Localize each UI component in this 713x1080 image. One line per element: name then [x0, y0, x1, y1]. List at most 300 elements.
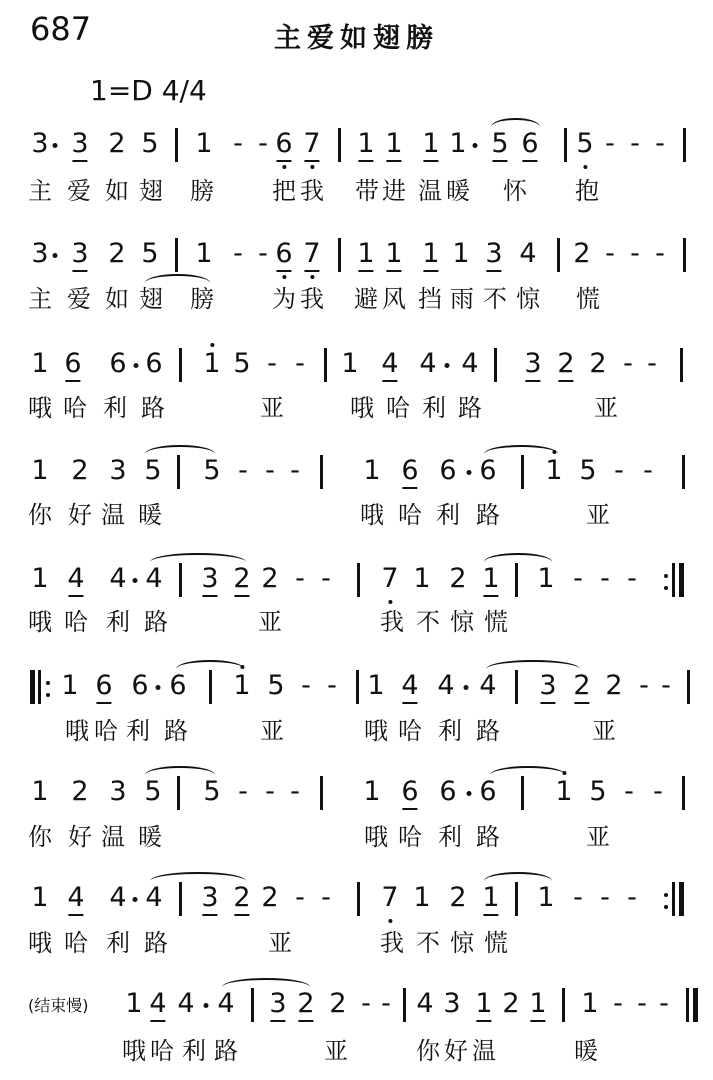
- dash: -: [238, 776, 248, 807]
- note: 1: [537, 563, 555, 594]
- note: 4: [419, 348, 437, 379]
- duration-dot: [464, 685, 469, 690]
- lyric: 我: [300, 177, 324, 205]
- dash: -: [639, 670, 649, 701]
- note: 3: [201, 563, 219, 594]
- lyric: 怀: [503, 177, 527, 205]
- lyric: 哈: [63, 394, 87, 422]
- note: 3: [71, 238, 89, 269]
- lyric: 温: [418, 177, 442, 205]
- dash: -: [265, 455, 275, 486]
- note: 4: [416, 988, 434, 1019]
- barline: [320, 776, 323, 810]
- slur: [176, 660, 244, 678]
- lyric: 路: [458, 394, 482, 422]
- note: 2: [502, 988, 520, 1019]
- note: 4: [149, 988, 167, 1019]
- note: 6: [64, 348, 82, 379]
- note: 1: [475, 988, 493, 1019]
- dash: -: [637, 988, 647, 1019]
- note: 7: [303, 128, 321, 159]
- note: 2: [573, 670, 591, 701]
- dash: -: [295, 563, 305, 594]
- note: 1: [413, 563, 431, 594]
- lyric: 温: [472, 1037, 496, 1065]
- dash: -: [290, 455, 300, 486]
- note: 1: [367, 670, 385, 701]
- note: 1: [31, 455, 49, 486]
- note: 5: [203, 455, 221, 486]
- duration-dot: [445, 363, 450, 368]
- lyric: 为: [272, 285, 296, 313]
- slur: [486, 660, 580, 678]
- note: 1: [31, 776, 49, 807]
- note: 2: [605, 670, 623, 701]
- lyric: 如: [105, 285, 129, 313]
- dash: -: [614, 455, 624, 486]
- lyric: 哦: [28, 929, 52, 957]
- barline: [356, 670, 359, 704]
- lyric: 利: [106, 929, 130, 957]
- barline: [175, 238, 178, 272]
- lyric: 雨: [450, 285, 474, 313]
- dash: -: [659, 988, 669, 1019]
- song-title: 主爱如翅膀: [274, 23, 439, 54]
- lyric: 哦: [122, 1037, 146, 1065]
- barline-thin: [38, 670, 41, 704]
- note: 1: [357, 238, 375, 269]
- note: 5: [141, 128, 159, 159]
- lyric: 路: [476, 823, 500, 851]
- slur: [490, 766, 566, 784]
- duration-dot: [53, 253, 58, 258]
- dash: -: [265, 776, 275, 807]
- repeat-dot: [664, 905, 668, 909]
- note: 4: [401, 670, 419, 701]
- barline: [494, 348, 497, 382]
- note: 3: [201, 882, 219, 913]
- lyric: 亚: [592, 717, 616, 745]
- barline: [320, 455, 323, 489]
- lyric: 进: [382, 177, 406, 205]
- dash: -: [321, 882, 331, 913]
- dash: -: [627, 882, 637, 913]
- dash: -: [258, 128, 268, 159]
- note: 1: [529, 988, 547, 1019]
- barline-thick: [679, 882, 684, 916]
- lyric: 利: [182, 1037, 206, 1065]
- lyric: 哈: [64, 608, 88, 636]
- note: 4: [145, 563, 163, 594]
- note: 1: [125, 988, 143, 1019]
- note: 2: [297, 988, 315, 1019]
- note: 3: [524, 348, 542, 379]
- note: 3: [71, 128, 89, 159]
- note: 5: [589, 776, 607, 807]
- slur: [484, 872, 552, 890]
- barline-thick: [30, 670, 35, 704]
- barline: [564, 128, 567, 162]
- note: 6: [169, 670, 187, 701]
- lyric: 我: [300, 285, 324, 313]
- note: 3: [269, 988, 287, 1019]
- note: 2: [329, 988, 347, 1019]
- barline-thick: [693, 988, 698, 1022]
- duration-dot: [467, 791, 472, 796]
- dash: -: [233, 238, 243, 269]
- lyric: 爱: [67, 177, 91, 205]
- lyric: 路: [144, 608, 168, 636]
- barline: [562, 988, 565, 1022]
- dash: -: [647, 348, 657, 379]
- lyric: 亚: [268, 929, 292, 957]
- barline: [357, 563, 360, 597]
- note: 1: [195, 128, 213, 159]
- note: 5: [267, 670, 285, 701]
- barline: [682, 455, 685, 489]
- lyric: 你: [416, 1037, 440, 1065]
- barline-thin: [672, 563, 675, 597]
- note: 5: [141, 238, 159, 269]
- note: 1: [31, 348, 49, 379]
- slur: [150, 872, 246, 890]
- lyric: 挡: [418, 285, 442, 313]
- note: 3: [109, 455, 127, 486]
- barline-thin: [686, 988, 689, 1022]
- lyric: 利: [126, 717, 150, 745]
- dash: -: [381, 988, 391, 1019]
- dash: -: [627, 563, 637, 594]
- dash: -: [361, 988, 371, 1019]
- note: 7: [381, 882, 399, 913]
- lyric: 我: [380, 929, 404, 957]
- note: 7: [303, 238, 321, 269]
- lyric: 温: [101, 501, 125, 529]
- dash: -: [655, 238, 665, 269]
- note: 1: [581, 988, 599, 1019]
- lyric: 哦: [28, 608, 52, 636]
- note: 2: [71, 776, 89, 807]
- repeat-dot: [46, 693, 50, 697]
- lyric: 亚: [260, 717, 284, 745]
- note: 5: [576, 128, 594, 159]
- slur: [145, 766, 215, 784]
- lyric: 我: [380, 608, 404, 636]
- lyric: 如: [105, 177, 129, 205]
- dash: -: [630, 238, 640, 269]
- slur: [150, 553, 246, 571]
- lyric: 哈: [398, 717, 422, 745]
- note: 4: [109, 882, 127, 913]
- note: 1: [422, 128, 440, 159]
- duration-dot: [133, 578, 138, 583]
- note: 4: [67, 563, 85, 594]
- note: 2: [589, 348, 607, 379]
- lyric: 路: [144, 929, 168, 957]
- lyric: 哦: [364, 717, 388, 745]
- lyric: 好: [68, 501, 92, 529]
- dash: -: [600, 563, 610, 594]
- lyric: 利: [103, 394, 127, 422]
- note: 5: [203, 776, 221, 807]
- note: 1: [482, 882, 500, 913]
- lyric: 路: [476, 717, 500, 745]
- dash: -: [653, 776, 663, 807]
- dash: -: [258, 238, 268, 269]
- note: 1: [233, 670, 251, 701]
- barline: [680, 348, 683, 382]
- note: 2: [557, 348, 575, 379]
- lyric: 利: [422, 394, 446, 422]
- note: 4: [109, 563, 127, 594]
- note: 4: [67, 882, 85, 913]
- note: 1: [449, 128, 467, 159]
- lyric: 慌: [484, 608, 508, 636]
- lyric: 爱: [67, 285, 91, 313]
- lyric: 把: [272, 177, 296, 205]
- note: 2: [449, 882, 467, 913]
- lyric: 带: [355, 177, 379, 205]
- lyric: 哈: [64, 929, 88, 957]
- barline: [338, 128, 341, 162]
- note: 5: [491, 128, 509, 159]
- lyric: 哈: [398, 823, 422, 851]
- note: 1: [413, 882, 431, 913]
- duration-dot: [204, 1003, 209, 1008]
- note: 3: [109, 776, 127, 807]
- dash: -: [238, 455, 248, 486]
- note: 1: [385, 238, 403, 269]
- note: 4: [461, 348, 479, 379]
- note: 4: [437, 670, 455, 701]
- ending-note: (结束慢): [28, 996, 89, 1015]
- duration-dot: [133, 897, 138, 902]
- note: 1: [537, 882, 555, 913]
- note: 2: [233, 563, 251, 594]
- note: 1: [341, 348, 359, 379]
- dash: -: [600, 882, 610, 913]
- page-number: 687: [30, 10, 92, 48]
- dash: -: [613, 988, 623, 1019]
- note: 5: [579, 455, 597, 486]
- note: 1: [195, 238, 213, 269]
- note: 1: [31, 563, 49, 594]
- note: 1: [31, 882, 49, 913]
- lyric: 利: [438, 717, 462, 745]
- slur: [491, 118, 540, 136]
- dash: -: [267, 348, 277, 379]
- lyric: 暖: [138, 823, 162, 851]
- note: 2: [233, 882, 251, 913]
- lyric: 亚: [258, 608, 282, 636]
- lyric: 路: [214, 1037, 238, 1065]
- slur: [145, 445, 215, 463]
- note: 1: [385, 128, 403, 159]
- lyric: 膀: [190, 285, 214, 313]
- note: 2: [71, 455, 89, 486]
- duration-dot: [473, 143, 478, 148]
- lyric: 翅: [139, 285, 163, 313]
- dash: -: [295, 882, 305, 913]
- barline: [338, 238, 341, 272]
- note: 1: [482, 563, 500, 594]
- lyric: 翅: [139, 177, 163, 205]
- dash: -: [573, 882, 583, 913]
- duration-dot: [53, 143, 58, 148]
- note: 1: [452, 238, 470, 269]
- lyric: 哈: [150, 1037, 174, 1065]
- dash: -: [321, 563, 331, 594]
- note: 3: [31, 128, 49, 159]
- note: 1: [422, 238, 440, 269]
- duration-dot: [134, 363, 139, 368]
- note: 6: [95, 670, 113, 701]
- note: 1: [363, 776, 381, 807]
- lyric: 你: [28, 823, 52, 851]
- note: 6: [521, 128, 539, 159]
- barline: [687, 670, 690, 704]
- lyric: 哦: [360, 501, 384, 529]
- dash: -: [573, 563, 583, 594]
- note: 6: [401, 455, 419, 486]
- lyric: 哈: [94, 717, 118, 745]
- lyric: 哦: [350, 394, 374, 422]
- dash: -: [233, 128, 243, 159]
- dash: -: [623, 348, 633, 379]
- note: 5: [144, 776, 162, 807]
- duration-dot: [467, 470, 472, 475]
- lyric: 你: [28, 501, 52, 529]
- lyric: 利: [438, 823, 462, 851]
- note: 1: [545, 455, 563, 486]
- note: 3: [539, 670, 557, 701]
- lyric: 风: [382, 285, 406, 313]
- note: 5: [144, 455, 162, 486]
- lyric: 利: [106, 608, 130, 636]
- note: 4: [145, 882, 163, 913]
- lyric: 慌: [576, 285, 600, 313]
- note: 6: [439, 455, 457, 486]
- note: 4: [381, 348, 399, 379]
- repeat-dot: [46, 681, 50, 685]
- lyric: 亚: [586, 823, 610, 851]
- note: 1: [363, 455, 381, 486]
- note: 3: [485, 238, 503, 269]
- lyric: 主: [28, 285, 52, 313]
- barline-thick: [679, 563, 684, 597]
- lyric: 暖: [446, 177, 470, 205]
- lyric: 路: [476, 501, 500, 529]
- note: 2: [449, 563, 467, 594]
- lyric: 暖: [574, 1037, 598, 1065]
- lyric: 路: [164, 717, 188, 745]
- note: 2: [108, 238, 126, 269]
- dash: -: [327, 670, 337, 701]
- lyric: 哈: [386, 394, 410, 422]
- barline: [179, 348, 182, 382]
- lyric: 哦: [364, 823, 388, 851]
- dash: -: [624, 776, 634, 807]
- note: 4: [217, 988, 235, 1019]
- barline: [683, 238, 686, 272]
- dash: -: [295, 348, 305, 379]
- lyric: 好: [68, 823, 92, 851]
- barline: [403, 988, 406, 1022]
- lyric: 温: [101, 823, 125, 851]
- lyric: 暖: [138, 501, 162, 529]
- dash: -: [605, 238, 615, 269]
- lyric: 哦: [28, 394, 52, 422]
- note: 1: [61, 670, 79, 701]
- note: 4: [519, 238, 537, 269]
- note: 3: [31, 238, 49, 269]
- dash: -: [630, 128, 640, 159]
- note: 6: [275, 238, 293, 269]
- lyric: 不: [416, 608, 440, 636]
- dash: -: [605, 128, 615, 159]
- note: 2: [573, 238, 591, 269]
- lyric: 惊: [450, 608, 474, 636]
- note: 3: [443, 988, 461, 1019]
- lyric: 不: [483, 285, 507, 313]
- lyric: 哦: [65, 717, 89, 745]
- lyric: 惊: [516, 285, 540, 313]
- lyric: 路: [141, 394, 165, 422]
- repeat-dot: [664, 893, 668, 897]
- duration-dot: [156, 685, 161, 690]
- note: 4: [177, 988, 195, 1019]
- barline: [324, 348, 327, 382]
- note: 6: [439, 776, 457, 807]
- note: 6: [401, 776, 419, 807]
- dash: -: [643, 455, 653, 486]
- repeat-dot: [664, 586, 668, 590]
- note: 6: [109, 348, 127, 379]
- lyric: 膀: [190, 177, 214, 205]
- lyric: 避: [354, 285, 378, 313]
- barline: [357, 882, 360, 916]
- slur: [222, 978, 310, 996]
- lyric: 亚: [260, 394, 284, 422]
- note: 6: [275, 128, 293, 159]
- lyric: 惊: [450, 929, 474, 957]
- note: 7: [381, 563, 399, 594]
- barline: [682, 776, 685, 810]
- slur: [484, 553, 552, 571]
- lyric: 亚: [594, 394, 618, 422]
- note: 6: [145, 348, 163, 379]
- note: 5: [233, 348, 251, 379]
- dash: -: [301, 670, 311, 701]
- note: 2: [261, 563, 279, 594]
- lyric: 哈: [398, 501, 422, 529]
- note: 1: [555, 776, 573, 807]
- note: 6: [479, 776, 497, 807]
- key-time-signature: 1=D 4/4: [90, 74, 207, 107]
- dash: -: [655, 128, 665, 159]
- lyric: 利: [436, 501, 460, 529]
- note: 2: [261, 882, 279, 913]
- note: 6: [131, 670, 149, 701]
- repeat-dot: [664, 574, 668, 578]
- note: 6: [479, 455, 497, 486]
- lyric: 主: [28, 177, 52, 205]
- barline: [683, 128, 686, 162]
- lyric: 好: [444, 1037, 468, 1065]
- lyric: 慌: [484, 929, 508, 957]
- dash: -: [661, 670, 671, 701]
- dash: -: [290, 776, 300, 807]
